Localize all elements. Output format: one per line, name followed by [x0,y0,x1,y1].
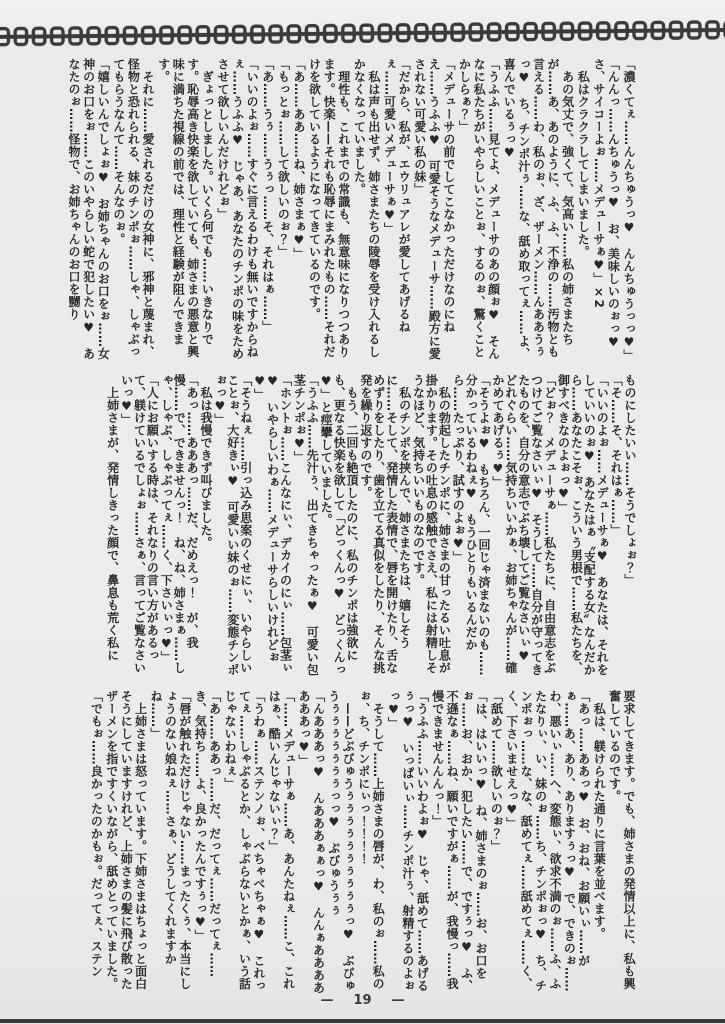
footer-dash-right: — [391,993,405,1008]
text-column-paragraph: 「嬉しいんでしょぉ♥ お姉ちゃんのお口をぉ……女神のお口をぉ……このいやらしい蛇で犯したい♥ あなたのぉ……怪物で、お姉ちゃんのお口を嬲り [67,58,111,360]
text-column-paragraph: 私は、躾けられた通りに言葉を並べます。 [592,690,607,940]
text-column-paragraph: 「もっとぉ……して欲しいのぉ？」 [276,58,291,258]
text-column-paragraph: 「うふふ……いいわよぉ♥ じゃ、舐めて……あげるぅっ♥ いっぱいぃ……チンポ汁ぅ、射精するのよぉっ♥」 [386,690,430,992]
text-column-paragraph: ものにしたいい……そうでしょぉ？」 [623,374,637,587]
text-column-paragraph: 「あ……ああっ……だ、だってぇ……だってぇ……き、気持ち……よ、良かったんですぅっ♥」 [193,690,222,978]
page-number: 19 [353,993,372,1008]
text-column-paragraph: 「ホントぉ……こんなにぃ、デカイのにぃ……包茎ぃ♥ いやらしいわぁ……メデューサらしいけれどぉ♥」 [252,374,293,674]
page-text-area [0,58,725,1015]
chain-border-graphic [0,6,725,61]
text-column-paragraph: 要求してきます。でも、姉さまの発情以上に、私も興奮しているのです。 [607,690,636,990]
text-column-paragraph: 「うふふ……見てよ、メデューサのあの顔ぉ♥ そんなに私たちがいやらしいことぉ、するのぉ、驚くことかしらぁ？」 [457,58,501,360]
text-column-paragraph: 「でもぉ……良かったのかもぉ。だってぇ、ステン [89,690,104,978]
text-column-paragraph: 「いいのよぉ……メデューサぁ♥ あなたは、それをしていいのぉ♥ あなたはぁ〝支配する女〟なんだから……あなたこそぉ、こういう男根で……私たちを、御すべきなのよぉっ♥」 [556,374,610,676]
text-column-paragraph: 「あっ……ああっ♥ お、おね、お願いぃ……がぁ……あ、あり、ありますぅっ♥ で、できのぉ……わ、悪いぃ……へ、変態ぃ、欲求不満のぉ……ふ、ふたなりぃ、い、妹のぉ……ち、チンポぉっ♥ ち、チンポぉっ……な、な、舐めてぇ……舐めてぇ……く、く、下さいませえっ♥」 [504,690,591,992]
text-column-paragraph: 「いいのよぉ……すぐに言えるわけも無いですからねぇ……うふふ♥ じゃあ、あなたのチンポの味をためさせて欲しいんだけれどぉ」 [215,58,260,360]
page-footer [0,993,725,1008]
text-column-paragraph: 「あ……うぅ……うぅっ……そ、それはぁ……」 [260,58,275,333]
text-column-paragraph: 「舐めて……欲しいのぉ？」 [489,690,504,853]
text-column-paragraph: それに……愛されるだけの女神に、邪神と蔑まれ、怪物と恐れられる、妹のチンポぉ……しゃ、しゃぶってもらうなんて……そんなのぉ。 [111,58,155,358]
text-column-paragraph: 「は、はいいっ♥ ね、姉さまのぉ……お、お口をぉ……お、おか、犯したい……で、ですぅっ♥ ふ、不遜なぁ……ね、願いですがぁ……が、我慢っ……我慢できませんんんっ！」 [430,690,488,992]
text-column-paragraph: ぎょっとしました。いくら何でも……いきなりです。恥辱高き快楽を欲していても、姉さまの悪意と興味に満ちた視線の前では、理性と経験が阻んできます。 [156,58,215,358]
text-column-paragraph: 私の勃起したチンポに、姉さまの甘ったるい吐息が掛かります。その吐息の感触でさえ、私には射精しそうなほど、気持ちいいものなのです。 [411,374,452,674]
text-column-paragraph: 「うわぁ……ステンノぉ、べちゃべちゃぁ♥ これってぇ……しゃぶるとか、しゃぶらないとかぁ、いう話じゃないわねぇ」 [223,690,266,992]
text-band-top-row [0,58,725,365]
text-block-top [65,58,637,361]
text-column-paragraph: 「んあああっ♥ んあああぁぁっ♥ んんぁあああああああっ♥」 [297,690,326,994]
text-column-paragraph: あの気丈で、強くて、気高い……私の姉さまたちが……あ、あのように、ふ、ふ、不浄の……汚物とも言える……わ、私のぉ、ざ、ザーメン……んああうぅっ♥ ち、チンポ汁ぅ……な、舐め取ってぇ……よ、喜んでいるぅっ♥ [502,58,575,360]
text-column-paragraph: 「メデューサの前でしてこなかっただけなのにねえ……うふふ♥ 可愛そうなメデューサ……殿方に愛されない可愛い私の妹」 [412,58,456,360]
text-column-paragraph: 上姉さまは怒っています。下姉さまはちょっと面白そうにしていますけれど、上姉さまの髪に飛び散ったザーメンを指ですくいながら、舐めとっていました。 [104,690,148,990]
text-column-paragraph: 「だから、私が、エウリュアレが愛してあげるねぇ……可愛いメデューサぁ♥」 [382,58,412,333]
text-block-bottom [88,690,637,1002]
text-column-paragraph: 「あっ……あああっ……だ、だめえっ！ が、我慢……で、できませんっ！ ね、ね、姉さまぁ……しゃ、しゃぶ、しゃぶってぇ……く、下さいぃっ♥」 [159,374,200,674]
text-column-paragraph: 「そうねぇ……引っ込み思案のくせにぃ、いやらしいことぉ、大好きぃ♥ 可愛いい妹のぉ……変態チンポぉっ♥」 [212,374,253,676]
text-column-paragraph: 「濃くてぇ……んんちゅうっ♥ んんちゅうっっ♥」 [622,58,636,362]
text-column-paragraph: 私は我慢できず叫びました。 [199,374,213,549]
text-column-paragraph: 私のチンポを挟んで、姉さまたちは、嬉しそうに……そして、発情した表情で、唇を開けたり、舌なめずりをしたり、歯を立てる真似をしたり、そんな挑発を繰り返すのです。 [358,374,412,674]
text-column-paragraph: 「そうよぉ♥ もちろん、一回じゃ済まないのも……分かっているわねぇ♥ もうひとりもいるんだから……たっぷり、試すのよぉ♥」 [451,374,492,676]
text-column-paragraph: 「うふふ……先汁ぅ、出てきちゃったぁ♥ 可愛い包茎チンポぉ♥」 [292,374,320,676]
footer-dash-left: — [320,993,334,1008]
text-column-paragraph: 私は声も出せず、姉さまたちの陵辱を受け入れるしかなくなっていました。 [352,58,381,358]
chain-border [0,6,725,61]
text-band-middle-row [0,374,725,681]
text-column-paragraph: そうして……上姉さまの唇が、わ、私のぉ……私のぉ、ち、チンポにぃっ！！！！ [356,690,386,990]
text-band-bottom-row [0,690,725,1006]
text-column-paragraph: 理性も、これまでの常識も、無意味になりつつあります。快楽——それも恥辱にまみれたもの……それだけを欲しているようになってきているのです。 [307,58,351,358]
text-column-paragraph: 「んんっ……んちゅうっ♥ お、美味しいのぉっ♥ さ、サイコーよぉ……メデューサぁ♥」×2 [591,58,621,362]
text-column-paragraph: 「あ……ああ……ね、姉さまぁ♥」 [291,58,306,260]
text-column-paragraph: ——どぶびゅうぅぅぅぅぅぅぅぅぅぅっ♥ ぶびゅうぅぅぅぅぅぅぅっっ♥ ぶびゅうぅぅ [326,690,356,992]
page-bottom-edge [0,1019,725,1023]
text-block-middle [105,374,637,677]
text-column-paragraph: 「……メデューサぁ……あ、あんたねぇ……こ、これはぁ、酷いんじゃないぃ？」 [267,690,296,990]
text-column-paragraph: 「唇が触れただけじゃない……まったくぅ、本当にしょうのない娘ねぇ……さぁ、どうしてくれますかね……」 [149,690,192,990]
text-column-paragraph: 「人にお願いする時は、それなりの言い方があるって、躾けているでしょぉ……さぁ、言ってご覧なさいいっ♥」 [119,374,160,674]
text-column-paragraph: 上姉さまが、発情しきった顔で、鼻息も荒く私に [105,374,120,662]
text-column-paragraph: もう、二回も絶頂したのに、私のチンポは強欲にも、更なる快楽を欲して「どっくんっ♥ どっくんっ♥」と痙攣していました。 [319,374,359,676]
text-column-paragraph: 私はクラクラしてしまいました。 [576,58,591,258]
text-column-paragraph: 「そ……そ、それはぁ……」 [609,374,624,537]
text-column-paragraph: 「どぉ？ メデューサぁ……私たちに、自由意志をぶつけてご覧なさいぃ♥ そうして……自分が守ってきたものを、自分の意志でぶち壊してご覧なさいぃ♥ どれぐらい……気持ちいいかぁ、お姉ちゃんが……確かめてあげるぅ♥」 [490,374,557,676]
